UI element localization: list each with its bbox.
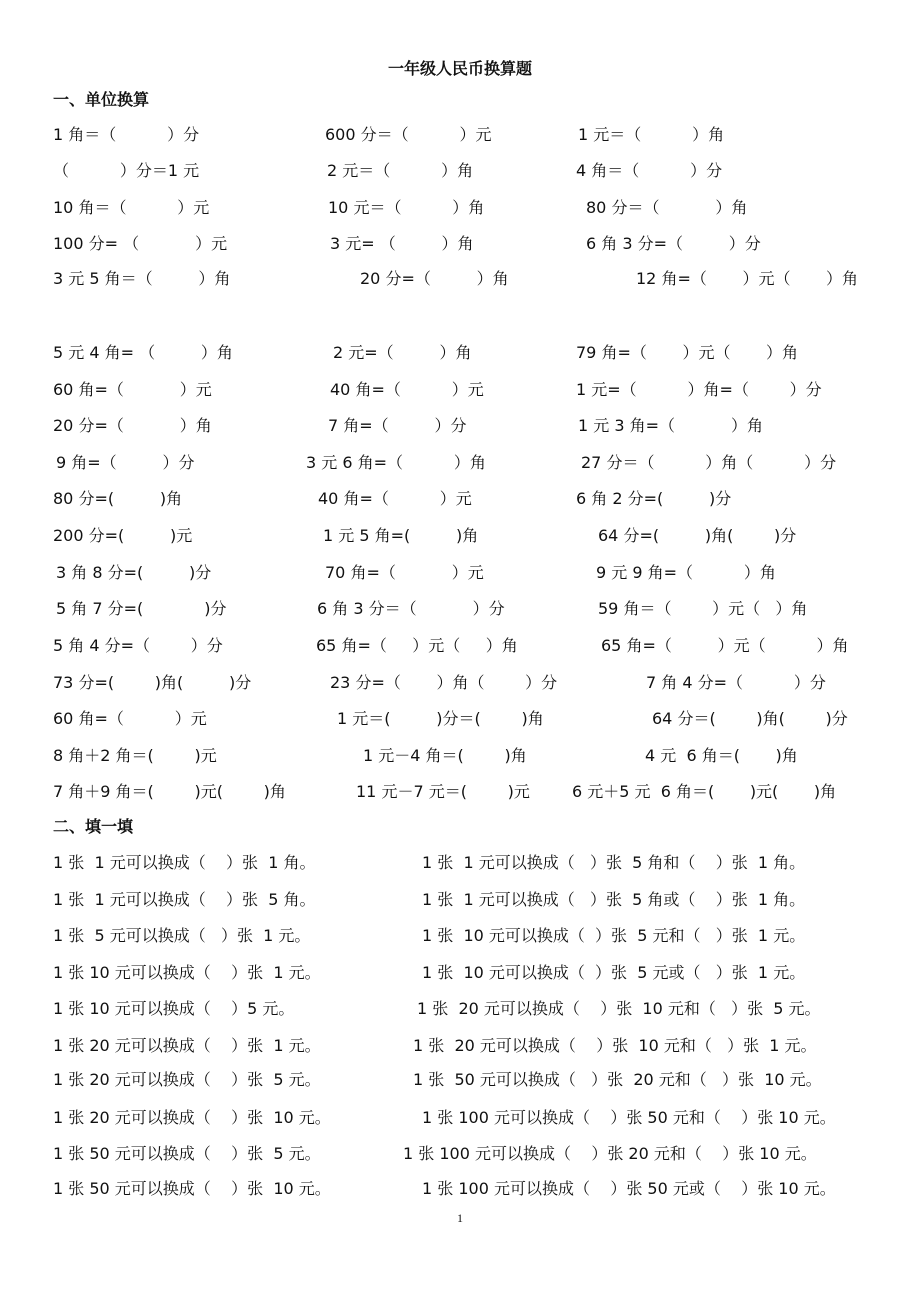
exchange-item-r9-c1: 1 张 50 元可以换成（ ）张 5 元。 [53,1144,321,1163]
conversion-item-r12-c3: 9 元 9 角=（ ）角 [596,563,776,582]
conversion-item-r8-c3: 1 元 3 角=（ ）角 [578,416,763,435]
conversion-item-r16-c2: 1 元＝( )分＝( )角 [337,709,544,728]
conversion-item-r2-c3: 4 角＝（ ）分 [576,161,723,180]
conversion-item-r6-c3: 79 角=（ ）元（ ）角 [576,343,799,362]
conversion-item-r8-c1: 20 分=（ ）角 [53,416,212,435]
document-title: 一年级人民币换算题 [387,59,532,78]
exchange-item-r1-c2: 1 张 1 元可以换成（ ）张 5 角和（ ）张 1 角。 [422,853,806,872]
exchange-item-r3-c2: 1 张 10 元可以换成（ ）张 5 元和（ ）张 1 元。 [422,926,806,945]
conversion-item-r8-c2: 7 角=（ ）分 [328,416,467,435]
conversion-item-r15-c3: 7 角 4 分=（ ）分 [646,673,826,692]
conversion-item-r4-c2: 3 元= （ ）角 [330,234,474,253]
conversion-item-r18-c1: 7 角＋9 角＝( )元( )角 [53,782,286,801]
conversion-item-r13-c3: 59 角＝（ ）元（ ）角 [598,599,808,618]
conversion-item-r7-c1: 60 角=（ ）元 [53,380,212,399]
conversion-item-r13-c1: 5 角 7 分=( )分 [56,599,227,618]
exchange-item-r8-c2: 1 张 100 元可以换成（ ）张 50 元和（ ）张 10 元。 [422,1108,836,1127]
conversion-item-r5-c3: 12 角=（ ）元（ ）角 [636,269,859,288]
exchange-item-r4-c2: 1 张 10 元可以换成（ ）张 5 元或（ ）张 1 元。 [422,963,806,982]
conversion-item-r4-c3: 6 角 3 分=（ ）分 [586,234,761,253]
conversion-item-r9-c2: 3 元 6 角=（ ）角 [306,453,486,472]
conversion-item-r14-c1: 5 角 4 分=（ ）分 [53,636,223,655]
conversion-item-r14-c2: 65 角=（ ）元（ ）角 [316,636,518,655]
exchange-item-r5-c1: 1 张 10 元可以换成（ ）5 元。 [53,999,295,1018]
conversion-item-r2-c1: （ ）分＝1 元 [53,161,200,180]
conversion-item-r12-c1: 3 角 8 分=( )分 [56,563,212,582]
section-heading-unit-conversion: 一、单位换算 [53,90,150,109]
conversion-item-r18-c2: 11 元－7 元＝( )元 [356,782,530,801]
conversion-item-r2-c2: 2 元＝（ ）角 [327,161,474,180]
conversion-item-r3-c2: 10 元＝（ ）角 [328,198,485,217]
exchange-item-r7-c1: 1 张 20 元可以换成（ ）张 5 元。 [53,1070,321,1089]
conversion-item-r5-c1: 3 元 5 角＝（ ）角 [53,269,231,288]
conversion-item-r6-c1: 5 元 4 角= （ ）角 [53,343,233,362]
exchange-item-r10-c2: 1 张 100 元可以换成（ ）张 50 元或（ ）张 10 元。 [422,1179,836,1198]
conversion-item-r6-c2: 2 元=（ ）角 [333,343,472,362]
conversion-item-r10-c3: 6 角 2 分=( )分 [576,489,732,508]
exchange-item-r10-c1: 1 张 50 元可以换成（ ）张 10 元。 [53,1179,331,1198]
conversion-item-r14-c3: 65 角=（ ）元（ ）角 [601,636,849,655]
exchange-item-r1-c1: 1 张 1 元可以换成（ ）张 1 角。 [53,853,316,872]
conversion-item-r11-c3: 64 分=( )角( )分 [598,526,797,545]
conversion-item-r17-c2: 1 元－4 角＝( )角 [363,746,527,765]
conversion-item-r3-c1: 10 角＝（ ）元 [53,198,210,217]
conversion-item-r1-c1: 1 角＝（ ）分 [53,125,200,144]
conversion-item-r10-c1: 80 分=( )角 [53,489,183,508]
conversion-item-r5-c2: 20 分=（ ）角 [360,269,509,288]
section-heading-fill-in: 二、填一填 [53,817,134,836]
conversion-item-r16-c1: 60 角=（ ）元 [53,709,207,728]
conversion-item-r9-c1: 9 角=（ ）分 [56,453,195,472]
exchange-item-r5-c2: 1 张 20 元可以换成（ ）张 10 元和（ ）张 5 元。 [417,999,821,1018]
conversion-item-r1-c2: 600 分＝（ ）元 [325,125,492,144]
exchange-item-r2-c2: 1 张 1 元可以换成（ ）张 5 角或（ ）张 1 角。 [422,890,806,909]
conversion-item-r17-c3: 4 元 6 角＝( )角 [645,746,798,765]
conversion-item-r11-c1: 200 分=( )元 [53,526,193,545]
exchange-item-r9-c2: 1 张 100 元可以换成（ ）张 20 元和（ ）张 10 元。 [403,1144,817,1163]
exchange-item-r3-c1: 1 张 5 元可以换成（ ）张 1 元。 [53,926,311,945]
conversion-item-r13-c2: 6 角 3 分＝（ ）分 [317,599,505,618]
conversion-item-r4-c1: 100 分= （ ）元 [53,234,228,253]
conversion-item-r12-c2: 70 角=（ ）元 [325,563,484,582]
conversion-item-r15-c2: 23 分=（ ）角（ ）分 [330,673,558,692]
exchange-item-r2-c1: 1 张 1 元可以换成（ ）张 5 角。 [53,890,316,909]
conversion-item-r18-c3: 6 元＋5 元 6 角＝( )元( )角 [572,782,837,801]
page-number: 1 [457,1211,463,1225]
conversion-item-r7-c3: 1 元=（ ）角=（ ）分 [576,380,822,399]
conversion-item-r17-c1: 8 角＋2 角＝( )元 [53,746,217,765]
exchange-item-r6-c1: 1 张 20 元可以换成（ ）张 1 元。 [53,1036,321,1055]
exchange-item-r8-c1: 1 张 20 元可以换成（ ）张 10 元。 [53,1108,331,1127]
conversion-item-r1-c3: 1 元＝（ ）角 [578,125,725,144]
conversion-item-r10-c2: 40 角=（ ）元 [318,489,472,508]
conversion-item-r9-c3: 27 分＝（ ）角（ ）分 [581,453,837,472]
conversion-item-r11-c2: 1 元 5 角=( )角 [323,526,479,545]
conversion-item-r7-c2: 40 角=（ ）元 [330,380,484,399]
exchange-item-r6-c2: 1 张 20 元可以换成（ ）张 10 元和（ ）张 1 元。 [413,1036,817,1055]
exchange-item-r7-c2: 1 张 50 元可以换成（ ）张 20 元和（ ）张 10 元。 [413,1070,822,1089]
conversion-item-r15-c1: 73 分=( )角( )分 [53,673,252,692]
conversion-item-r3-c3: 80 分＝（ ）角 [586,198,748,217]
exchange-item-r4-c1: 1 张 10 元可以换成（ ）张 1 元。 [53,963,321,982]
conversion-item-r16-c3: 64 分＝( )角( )分 [652,709,848,728]
